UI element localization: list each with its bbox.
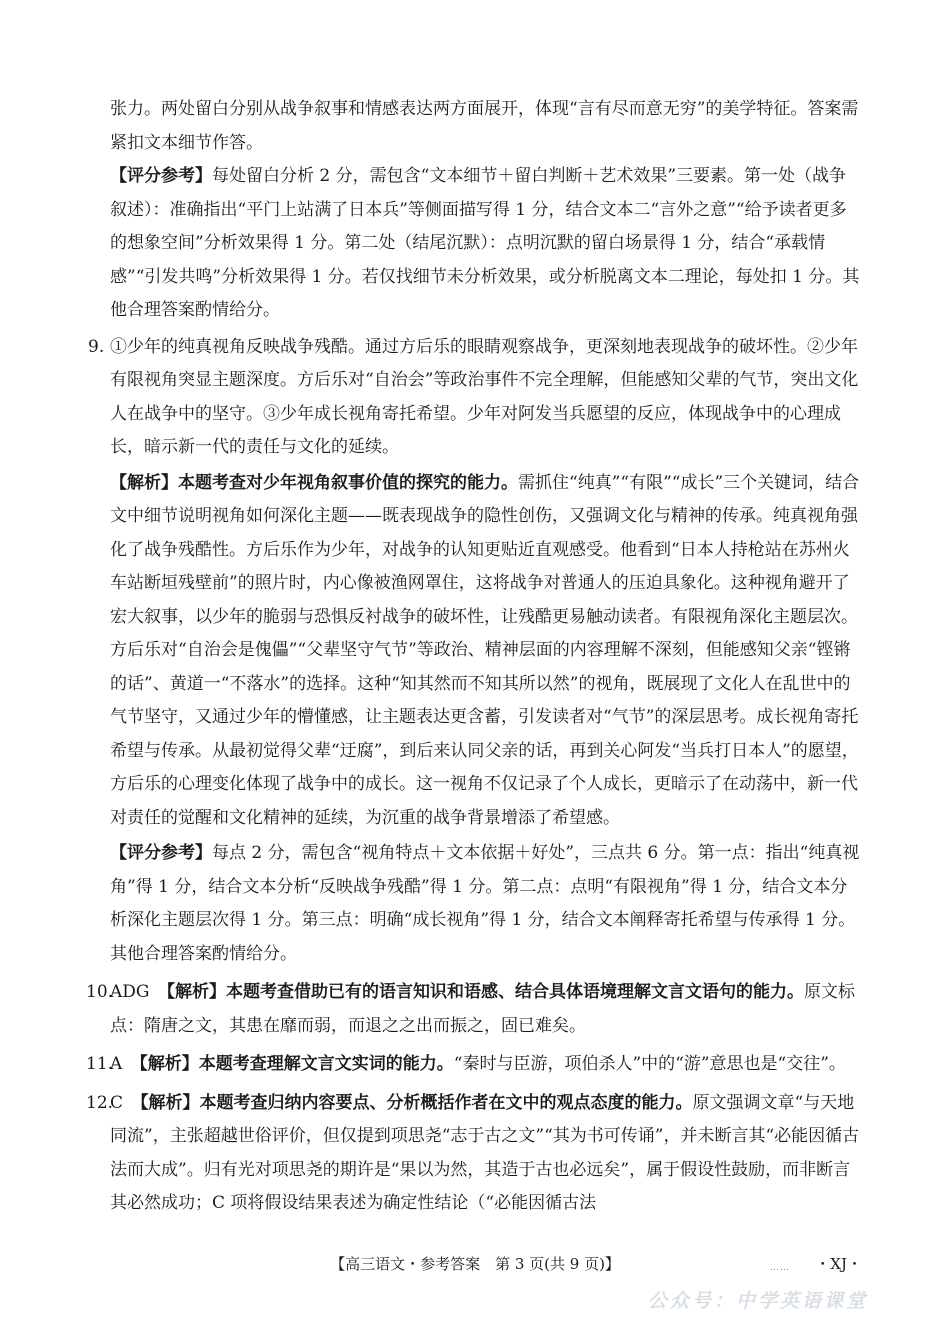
footer-edition-code: ・XJ・: [815, 1255, 862, 1273]
question-number: 10.: [86, 982, 114, 1002]
question-11-answer: [0, 1048, 950, 1082]
analysis-tag: 【解析】本题考查对少年视角叙事价值的探究的能力。: [110, 472, 518, 493]
scoring-text: 每处留白分析 2 分，需包含“文本细节＋留白判断＋艺术效果”三要素。第一处（战争叙述）：准确指出“平门上站满了日本兵”等侧面描写得 1 分，结合文本二“言外之意”“给予读者更多的想象空间”分析效果得 1 分。第二处（结尾沉默）：点明沉默的留白场景得 1 分，结合“承载情感”“引发共鸣”分析效果得 1 分。若仅找细节未分析效果，或分析脱离文本二理论，每处扣 1 分。其他合理答案酌情给分。: [110, 166, 860, 320]
question-number: 11.: [86, 1054, 114, 1074]
question-number: 12.: [86, 1092, 114, 1113]
question-10-answer: [0, 976, 950, 1043]
paragraph-text: 张力。两处留白分别从战争叙事和情感表达两方面展开，体现“言有尽而意无穷”的美学特征。答案需紧扣文本细节作答。: [110, 99, 859, 153]
question-9-scoring: [0, 837, 950, 971]
analysis-text: 原文强调文章“与天地同流”，主张超越世俗评价，但仅提到项思尧“志于古之文”“其为书可传诵”，并未断言其“必能因循古法而大成”。归有光对项思尧的期许是“果以为然，其造于古也必远矣”，属于假设性鼓励，而非断言其必然成功；C 项将假设结果表述为确定性结论（“必能因循古法: [110, 1092, 860, 1213]
analysis-tag: 【解析】本题考查归纳内容要点、分析概括作者在文中的观点态度的能力。: [140, 1092, 693, 1113]
question-9-answer: [0, 331, 950, 465]
watermark: 公众号：中学英语课堂: [647, 1290, 868, 1312]
analysis-text: “秦时与臣游，项伯杀人”中的“游”意思也是“交往”。: [453, 1054, 846, 1074]
scoring-tag: 【评分参考】: [110, 166, 212, 186]
footer-dots: ……: [770, 1263, 790, 1273]
analysis-tag: 【解析】本题考查理解文言文实词的能力。: [139, 1054, 454, 1074]
scoring-text: 每点 2 分，需包含“视角特点＋文本依据＋好处”，三点共 6 分。第一点：指出“纯真视角”得 1 分，结合文本分析“反映战争残酷”得 1 分。第二点：点明“有限视角”得 1 分，结合文本分析深化主题层次得 1 分。第三点：明确“成长视角”得 1 分，结合文本阐释寄托希望与传承得 1 分。其他合理答案酌情给分。: [110, 843, 860, 964]
footer-page-info: 【高三语文・参考答案 第 3 页(共 9 页)】: [330, 1255, 620, 1273]
scoring-reference-q8: [0, 160, 950, 328]
scoring-tag: 【评分参考】: [110, 843, 212, 863]
page-footer: [0, 1249, 950, 1279]
question-number: 9.: [88, 336, 105, 357]
answer-text: ①少年的纯真视角反映战争残酷。通过方后乐的眼睛观察战争，更深刻地表现战争的破坏性。②少年有限视角突显主题深度。方后乐对“自治会”等政治事件不完全理解，但能感知父辈的气节，突出文化人在战争中的坚守。③少年成长视角寄托希望。少年对阿发当兵愿望的反应，体现战争中的心理成长，暗示新一代的责任与文化的延续。: [110, 336, 859, 457]
paragraph-continuation: [0, 93, 950, 160]
analysis-text: 需抓住“纯真”“有限”“成长”三个关键词，结合文中细节说明视角如何深化主题——既表现战争的隐性创伤，又强调文化与精神的传承。纯真视角强化了战争残酷性。方后乐作为少年，对战争的认知更贴近直观感受。他看到“日本人持枪站在苏州火车站断垣残壁前”的照片时，内心像被渔网罩住，这将战争对普通人的压迫具象化。这种视角避开了宏大叙事，以少年的脆弱与恐惧反衬战争的破坏性，让残酷更易触动读者。有限视角深化主题层次。方后乐对“自治会是傀儡”“父辈坚守气节”等政治、精神层面的内容理解不深刻，但能感知父亲“铿锵的话”、黄道一“不落水”的选择。这种“知其然而不知其所以然”的视角，既展现了文化人在乱世中的气节坚守，又通过少年的懵懂感，让主题表达更含蓄，引发读者对“气节”的深层思考。成长视角寄托希望与传承。从最初觉得父辈“迂腐”，到后来认同父亲的话，再到关心阿发“当兵打日本人”的愿望，方后乐的心理变化体现了战争中的成长。这一视角不仅记录了个人成长，更暗示了在动荡中，新一代对责任的觉醒和文化精神的延续，为沉重的战争背景增添了希望感。: [110, 472, 860, 828]
question-9-analysis: [0, 467, 950, 836]
answer-choice: A: [110, 1054, 140, 1074]
analysis-tag: 【解析】本题考查借助已有的语言知识和语感、结合具体语境理解文言文语句的能力。: [166, 982, 804, 1002]
analysis-text: 原文标点：隋唐之文，其患在靡而弱，而退之之出而振之，固已难矣。: [110, 982, 855, 1036]
question-12-answer: [0, 1087, 950, 1221]
answer-choice: C: [110, 1092, 141, 1113]
page-content: [0, 93, 950, 1221]
answer-choice: ADG: [110, 982, 167, 1002]
